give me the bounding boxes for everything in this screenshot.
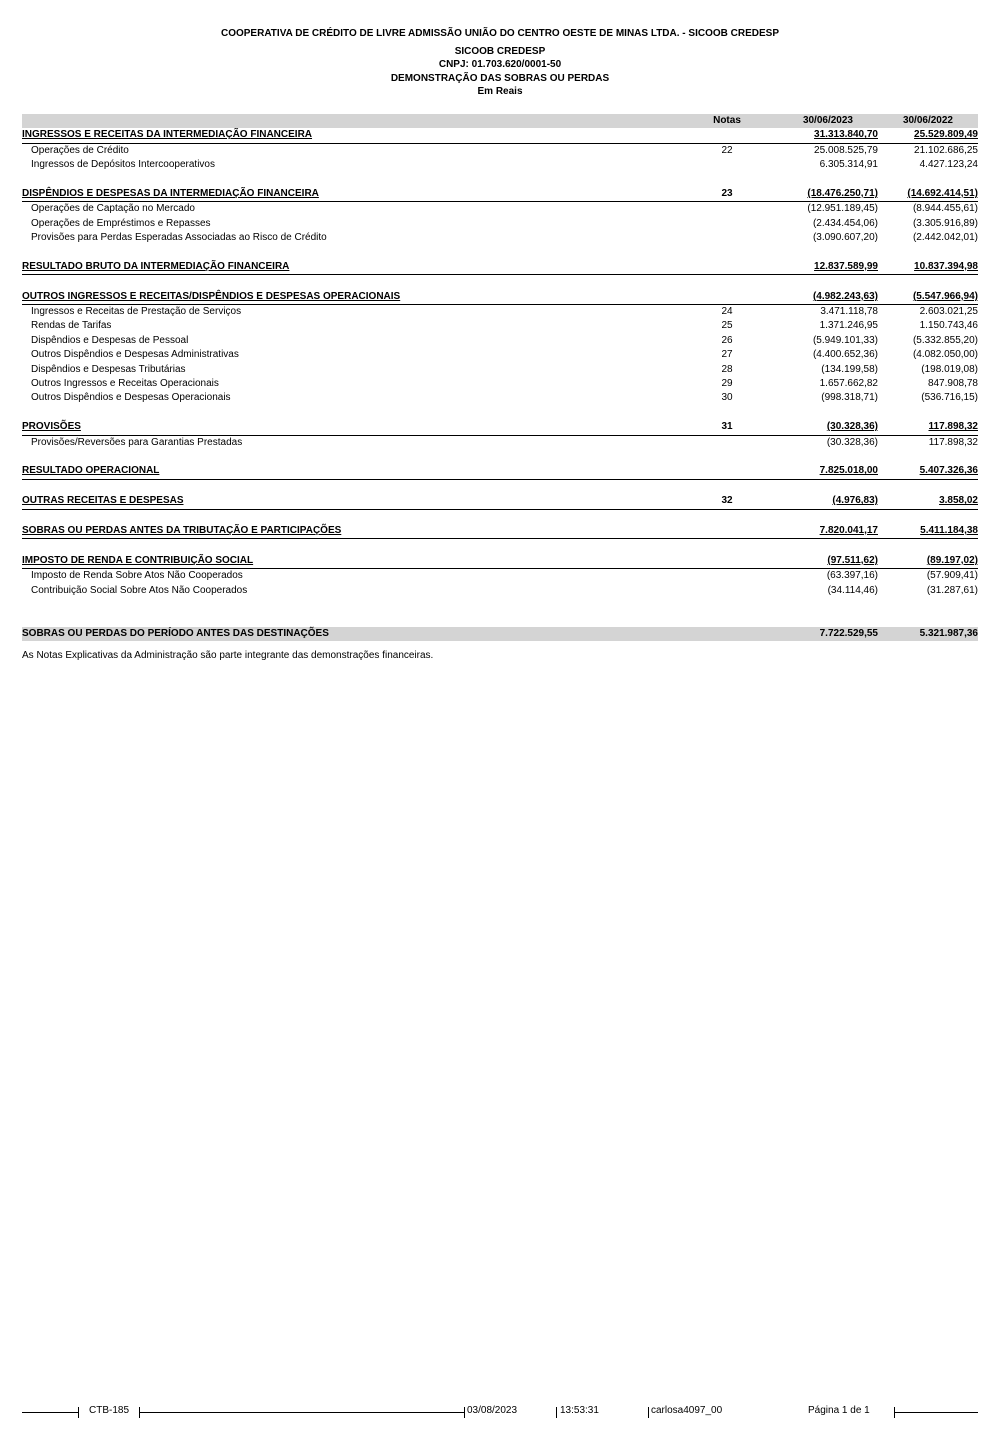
cooperative-name: COOPERATIVA DE CRÉDITO DE LIVRE ADMISSÃO UNIÃO DO CENTRO OESTE DE MINAS LTDA. - SICOOB CREDESP <box>220 28 779 39</box>
row-value-2022: (198.019,08) <box>921 363 978 375</box>
income-statement-table <box>22 114 978 641</box>
footer-line <box>895 1412 978 1413</box>
row-value-2023: 31.313.840,70 <box>814 129 878 141</box>
page-number: Página 1 de 1 <box>808 1405 870 1416</box>
table-row <box>22 158 978 172</box>
row-value-2023: 3.471.118,78 <box>820 306 878 318</box>
row-label: Provisões/Reversões para Garantias Prestadas <box>31 436 243 448</box>
page-footer <box>0 1404 1000 1420</box>
row-value-2023: 1.657.662,82 <box>819 378 878 390</box>
row-label: Contribuição Social Sobre Atos Não Cooperados <box>31 584 248 596</box>
section-row <box>22 128 978 143</box>
row-value-2022: (4.082.050,00) <box>912 349 978 361</box>
footer-separator <box>464 1407 465 1418</box>
row-value-2022: 10.837.394,98 <box>914 260 978 272</box>
report-title: DEMONSTRAÇÃO DAS SOBRAS OU PERDAS <box>390 73 610 84</box>
row-value-2023: (4.976,83) <box>832 495 878 507</box>
row-value-2022: 117.898,32 <box>928 421 978 433</box>
row-notes: 23 <box>721 187 733 199</box>
row-value-2023: (4.982.243,63) <box>812 290 878 302</box>
row-notes: 26 <box>721 334 733 346</box>
row-label: Outros Dispêndios e Despesas Administrativas <box>31 349 239 361</box>
row-label: Operações de Empréstimos e Repasses <box>31 217 211 229</box>
currency-unit: Em Reais <box>477 86 523 97</box>
table-row <box>22 334 978 348</box>
row-value-2023: (4.400.652,36) <box>812 349 878 361</box>
row-label: Ingressos de Depósitos Intercooperativos <box>31 159 215 171</box>
row-value-2022: 847.908,78 <box>927 378 978 390</box>
row-value-2023: (97.511,62) <box>827 554 878 566</box>
table-row <box>22 348 978 362</box>
table-header-row <box>22 114 978 128</box>
row-label: Outros Ingressos e Receitas Operacionais <box>31 378 219 390</box>
row-value-2023: (18.476.250,71) <box>807 187 878 199</box>
row-value-2023: 6.305.314,91 <box>819 159 878 171</box>
row-value-2023: (998.318,71) <box>821 392 878 404</box>
row-value-2022: (5.332.855,20) <box>912 334 978 346</box>
row-label: Outros Dispêndios e Despesas Operacionais <box>31 392 231 404</box>
section-row <box>22 464 978 479</box>
table-row <box>22 377 978 391</box>
row-value-2022: 117.898,32 <box>928 436 978 448</box>
row-notes: 27 <box>721 349 733 361</box>
section-row <box>22 524 978 539</box>
row-value-2022: 21.102.686,25 <box>914 144 978 156</box>
row-notes: 30 <box>721 392 733 404</box>
row-value-2022: 2.603.021,25 <box>919 306 978 318</box>
section-row <box>22 260 978 275</box>
row-value-2022: (536.716,15) <box>921 392 978 404</box>
row-value-2022: 25.529.809,49 <box>914 129 978 141</box>
table-row <box>22 584 978 598</box>
row-value-2022: 5.407.326,36 <box>919 465 978 477</box>
row-value-2022: (2.442.042,01) <box>912 232 978 244</box>
column-header-2022: 30/06/2022 <box>902 115 953 126</box>
row-label: Dispêndios e Despesas de Pessoal <box>31 334 189 346</box>
row-value-2023: (30.328,36) <box>826 421 878 433</box>
section-row <box>22 420 978 435</box>
row-label: OUTRAS RECEITAS E DESPESAS <box>22 495 184 507</box>
table-row <box>22 391 978 405</box>
row-value-2023: 12.837.589,99 <box>814 260 878 272</box>
final-result-row <box>22 627 978 641</box>
row-notes: 32 <box>721 495 733 507</box>
row-value-2023: (34.114,46) <box>827 584 878 596</box>
row-notes: 29 <box>721 378 733 390</box>
row-value-2022: 5.411.184,38 <box>920 524 978 536</box>
footer-line <box>140 1412 464 1413</box>
company-short-name: SICOOB CREDESP <box>454 46 546 57</box>
row-value-2023: (12.951.189,45) <box>807 203 878 215</box>
row-value-2023: (134.199,58) <box>821 363 878 375</box>
section-row <box>22 187 978 202</box>
footer-separator <box>78 1407 79 1418</box>
row-value-2022: 4.427.123,24 <box>919 159 978 171</box>
table-row <box>22 144 978 158</box>
row-value-2023: 7.820.041,17 <box>819 524 878 536</box>
report-code: CTB-185 <box>89 1405 130 1416</box>
row-notes: 24 <box>721 306 733 318</box>
row-value-2023: 7.825.018,00 <box>819 465 878 477</box>
section-row <box>22 290 978 305</box>
row-value-2022: 3.858,02 <box>939 495 978 507</box>
row-value-2023: 7.722.529,55 <box>819 627 878 639</box>
row-notes: 25 <box>721 320 733 332</box>
row-value-2023: (3.090.607,20) <box>812 232 878 244</box>
row-label: DISPÊNDIOS E DESPESAS DA INTERMEDIAÇÃO FINANCEIRA <box>22 187 319 199</box>
row-value-2022: 5.321.987,36 <box>919 627 978 639</box>
user-id: carlosa4097_00 <box>651 1405 723 1416</box>
row-value-2022: (5.547.966,94) <box>912 290 978 302</box>
row-label: RESULTADO BRUTO DA INTERMEDIAÇÃO FINANCEIRA <box>22 260 290 272</box>
row-notes: 31 <box>721 421 733 433</box>
row-label: SOBRAS OU PERDAS ANTES DA TRIBUTAÇÃO E PARTICIPAÇÕES <box>22 524 342 536</box>
row-value-2023: 1.371.246,95 <box>819 320 878 332</box>
cnpj: CNPJ: 01.703.620/0001-50 <box>438 59 562 70</box>
row-label: IMPOSTO DE RENDA E CONTRIBUIÇÃO SOCIAL <box>22 554 254 566</box>
explanatory-notes-footnote: As Notas Explicativas da Administração são parte integrante das demonstrações financeiras. <box>22 650 434 661</box>
table-row <box>22 202 978 216</box>
section-row <box>22 494 978 509</box>
section-row <box>22 554 978 569</box>
row-value-2022: 1.150.743,46 <box>919 320 978 332</box>
table-row <box>22 569 978 583</box>
table-row <box>22 363 978 377</box>
row-label: Rendas de Tarifas <box>31 320 112 332</box>
row-label: INGRESSOS E RECEITAS DA INTERMEDIAÇÃO FINANCEIRA <box>22 129 313 141</box>
footer-line <box>22 1412 78 1413</box>
table-row <box>22 305 978 319</box>
print-date: 03/08/2023 <box>467 1405 518 1416</box>
table-row <box>22 231 978 245</box>
row-value-2022: (57.909,41) <box>926 570 978 582</box>
row-label: Operações de Crédito <box>31 144 129 156</box>
row-value-2023: 25.008.525,79 <box>814 144 878 156</box>
row-value-2023: (5.949.101,33) <box>812 334 878 346</box>
row-label: Provisões para Perdas Esperadas Associadas ao Risco de Crédito <box>31 232 327 244</box>
row-label: Imposto de Renda Sobre Atos Não Cooperados <box>31 570 243 582</box>
row-label: Dispêndios e Despesas Tributárias <box>31 363 186 375</box>
row-value-2023: (63.397,16) <box>826 570 878 582</box>
row-label: PROVISÕES <box>22 421 81 433</box>
table-row <box>22 319 978 333</box>
row-notes: 22 <box>721 144 733 156</box>
row-label: Operações de Captação no Mercado <box>31 203 195 215</box>
row-value-2023: (30.328,36) <box>826 436 878 448</box>
print-time: 13:53:31 <box>560 1405 599 1416</box>
row-label: SOBRAS OU PERDAS DO PERÍODO ANTES DAS DESTINAÇÕES <box>22 627 329 639</box>
footer-separator <box>556 1407 557 1418</box>
row-value-2023: (2.434.454,06) <box>812 217 878 229</box>
row-value-2022: (31.287,61) <box>926 584 978 596</box>
row-label: RESULTADO OPERACIONAL <box>22 465 160 477</box>
column-header-2023: 30/06/2023 <box>802 115 853 126</box>
row-value-2022: (14.692.414,51) <box>907 187 978 199</box>
footer-separator <box>648 1407 649 1418</box>
table-row <box>22 436 978 450</box>
row-notes: 28 <box>721 363 733 375</box>
row-value-2022: (8.944.455,61) <box>912 203 978 215</box>
column-header-notes: Notas <box>713 115 741 126</box>
row-label: Ingressos e Receitas de Prestação de Serviços <box>31 306 242 318</box>
row-value-2022: (89.197,02) <box>926 554 978 566</box>
table-row <box>22 217 978 231</box>
row-value-2022: (3.305.916,89) <box>912 217 978 229</box>
row-label: OUTROS INGRESSOS E RECEITAS/DISPÊNDIOS E DESPESAS OPERACIONAIS <box>22 290 401 302</box>
